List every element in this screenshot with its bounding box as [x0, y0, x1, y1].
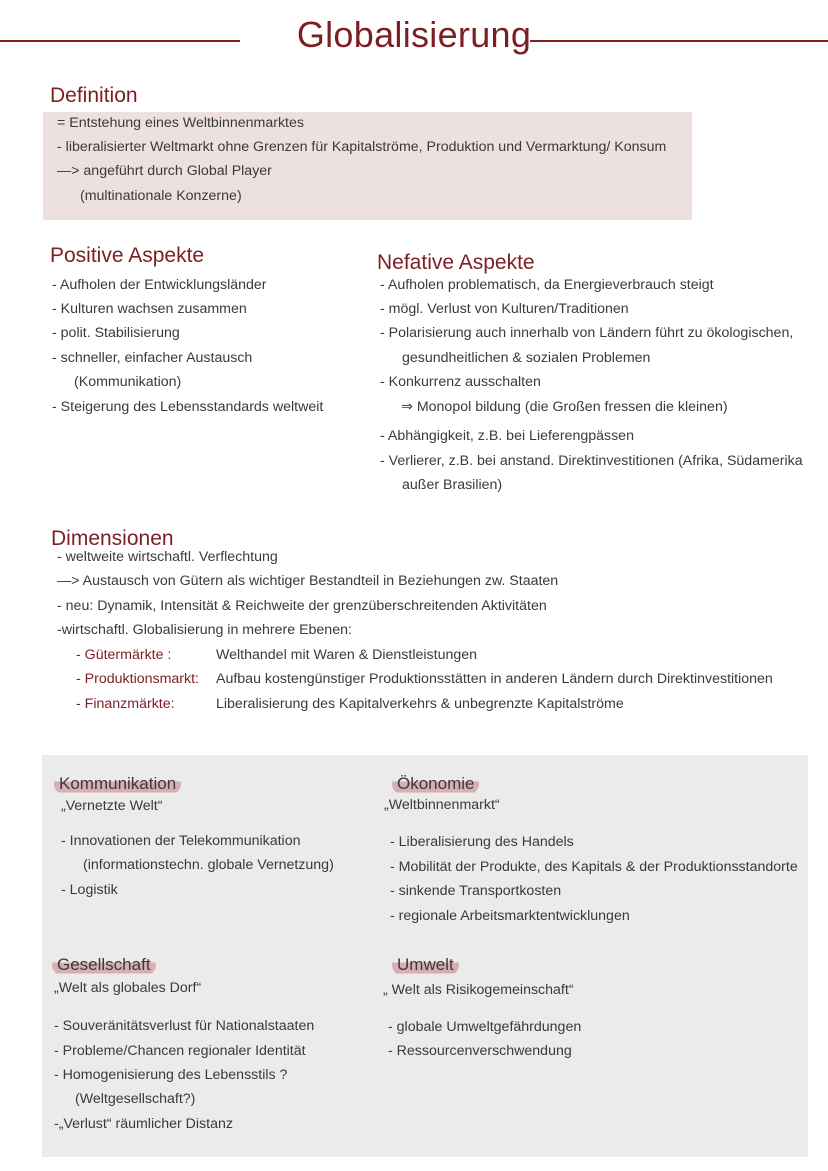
negative-line: - Polarisierung auch innerhalb von Ländern führt zu ökologischen, — [380, 325, 794, 341]
negative-line: - mögl. Verlust von Kulturen/Traditionen — [380, 301, 629, 317]
level-description: Liberalisierung des Kapitalverkehrs & unbegrenzte Kapitalströme — [216, 696, 624, 712]
level-dash: - — [76, 671, 85, 687]
gesellschaft-line: (Weltgesellschaft?) — [75, 1091, 196, 1107]
definition-line: —> angeführt durch Global Player — [57, 163, 272, 179]
dimensionen-line: —> Austausch von Gütern als wichtiger Bestandteil in Beziehungen zw. Staaten — [57, 573, 559, 589]
definition-heading: Definition — [50, 84, 138, 107]
kommunikation-quote: „Vernetzte Welt“ — [61, 798, 163, 814]
positive-heading: Positive Aspekte — [50, 244, 205, 267]
oekonomie-line: - Mobilität der Produkte, des Kapitals & der Produktionsstandorte — [390, 859, 798, 875]
kommunikation-line: - Innovationen der Telekommunikation — [61, 833, 301, 849]
gesellschaft-quote: „Welt als globales Dorf“ — [54, 980, 202, 996]
oekonomie-line: - sinkende Transportkosten — [390, 883, 562, 899]
level-term: Finanzmärkte: — [84, 696, 175, 712]
umwelt-line: - Ressourcenverschwendung — [388, 1043, 572, 1059]
kommunikation-heading: Kommunikation — [54, 774, 181, 794]
oekonomie-heading: Ökonomie — [392, 774, 479, 794]
gesellschaft-heading: Gesellschaft — [52, 955, 156, 975]
dimensionen-line: - neu: Dynamik, Intensität & Reichweite der grenzüberschreitenden Aktivitäten — [57, 598, 547, 614]
dimensionen-heading: Dimensionen — [51, 527, 174, 550]
negative-line: gesundheitlichen & sozialen Problemen — [402, 350, 651, 366]
gesellschaft-line: - Souveränitätsverlust für Nationalstaaten — [54, 1018, 315, 1034]
page-title: Globalisierung — [296, 14, 532, 55]
level-description: Welthandel mit Waren & Dienstleistungen — [216, 647, 478, 663]
dimensionen-line: - weltweite wirtschaftl. Verflechtung — [57, 549, 278, 565]
umwelt-heading: Umwelt — [392, 955, 459, 975]
negative-line: - Konkurrenz ausschalten — [380, 374, 541, 390]
positive-line: - Kulturen wachsen zusammen — [52, 301, 247, 317]
dimension-level — [76, 671, 199, 687]
level-dash: - — [76, 647, 85, 663]
dimension-level — [76, 647, 171, 663]
negative-line: - Aufholen problematisch, da Energieverbrauch steigt — [380, 277, 714, 293]
oekonomie-line: - regionale Arbeitsmarktentwicklungen — [390, 908, 630, 924]
level-term: Gütermärkte : — [84, 647, 172, 663]
negative-line: ⇒ Monopol bildung (die Großen fressen die kleinen) — [401, 399, 728, 415]
negative-heading: Nefative Aspekte — [377, 251, 535, 274]
negative-line: - Verlierer, z.B. bei anstand. Direktinvestitionen (Afrika, Südamerika — [380, 453, 803, 469]
negative-line: - Abhängigkeit, z.B. bei Lieferengpässen — [380, 428, 634, 444]
gesellschaft-line: - Homogenisierung des Lebensstils ? — [54, 1067, 288, 1083]
level-description: Aufbau kostengünstiger Produktionsstätten in anderen Ländern durch Direktinvestitionen — [216, 671, 773, 687]
level-term: Produktionsmarkt: — [84, 671, 200, 687]
definition-line: = Entstehung eines Weltbinnenmarktes — [57, 115, 304, 131]
kommunikation-line: (informationstechn. globale Vernetzung) — [83, 857, 334, 873]
umwelt-line: - globale Umweltgefährdungen — [388, 1019, 582, 1035]
kommunikation-line: - Logistik — [61, 882, 118, 898]
umwelt-quote: „ Welt als Risikogemeinschaft“ — [383, 982, 574, 998]
definition-line: (multinationale Konzerne) — [80, 188, 242, 204]
gesellschaft-line: -„Verlust“ räumlicher Distanz — [54, 1116, 233, 1132]
dimension-level — [76, 696, 175, 712]
positive-line: (Kommunikation) — [74, 374, 182, 390]
gesellschaft-line: - Probleme/Chancen regionaler Identität — [54, 1043, 306, 1059]
oekonomie-quote: „Weltbinnenmarkt“ — [384, 797, 500, 813]
oekonomie-line: - Liberalisierung des Handels — [390, 834, 574, 850]
level-dash: - — [76, 696, 85, 712]
dimensionen-line: -wirtschaftl. Globalisierung in mehrere Ebenen: — [57, 622, 352, 638]
positive-line: - Aufholen der Entwicklungsländer — [52, 277, 267, 293]
negative-line: außer Brasilien) — [402, 477, 503, 493]
positive-line: - schneller, einfacher Austausch — [52, 350, 253, 366]
positive-line: - polit. Stabilisierung — [52, 325, 180, 341]
positive-line: - Steigerung des Lebensstandards weltweit — [52, 399, 324, 415]
definition-line: - liberalisierter Weltmarkt ohne Grenzen für Kapitalströme, Produktion und Vermarktung/ Konsum — [57, 139, 667, 155]
